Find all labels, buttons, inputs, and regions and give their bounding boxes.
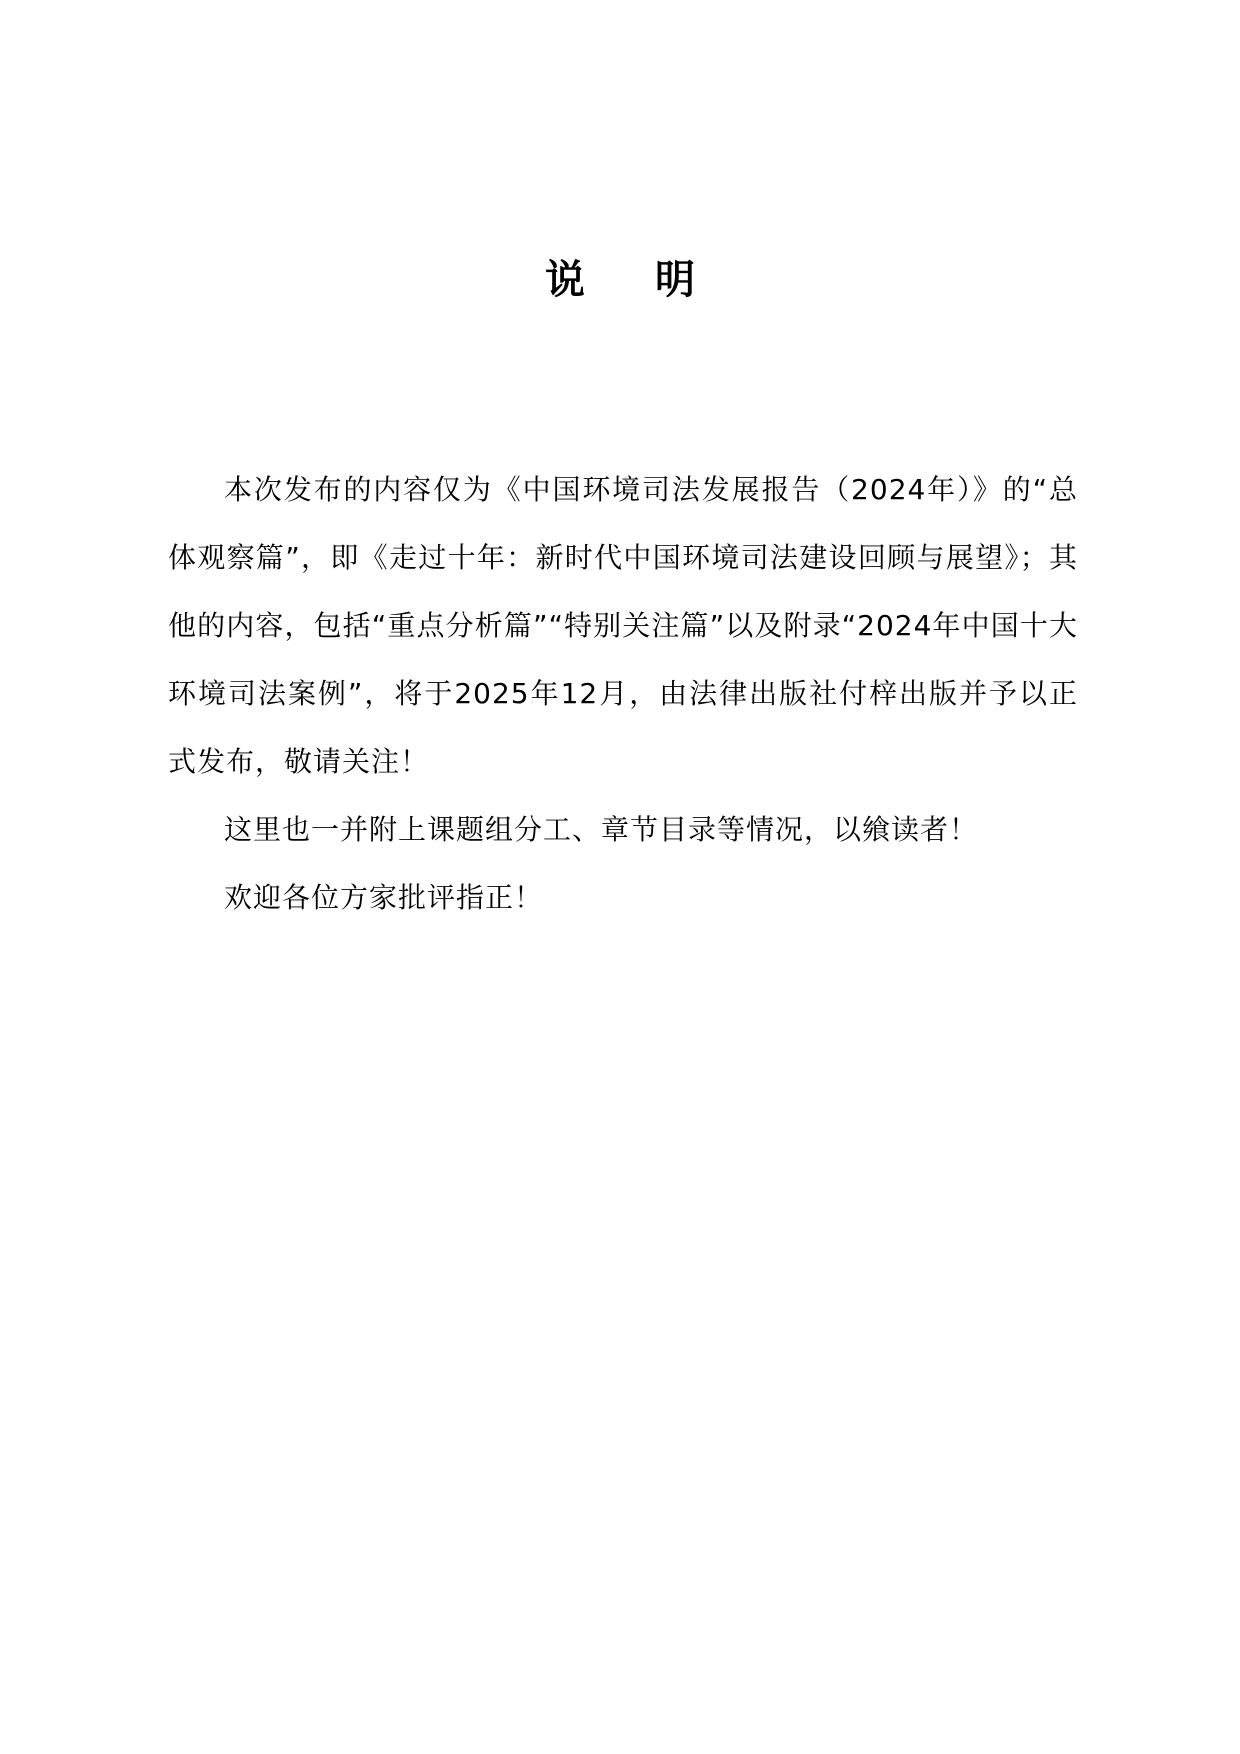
document-body <box>168 456 1078 932</box>
document-title: 说 明 <box>545 257 723 303</box>
paragraph-attachments: 这里也一并附上课题组分工、章节目录等情况，以飨读者！ <box>224 813 979 846</box>
paragraph-release-notice: 本次发布的内容仅为《中国环境司法发展报告（2024年）》的“总体观察篇”，即《走过十年：新时代中国环境司法建设回顾与展望》；其他的内容，包括“重点分析篇”“特别关注篇”以及附录“2024年中国十大环境司法案例”，将于2025年12月，由法律出版社付梓出版并予以正式发布，敬请关注！ <box>168 473 1078 778</box>
paragraph-feedback: 欢迎各位方家批评指正！ <box>224 881 544 914</box>
